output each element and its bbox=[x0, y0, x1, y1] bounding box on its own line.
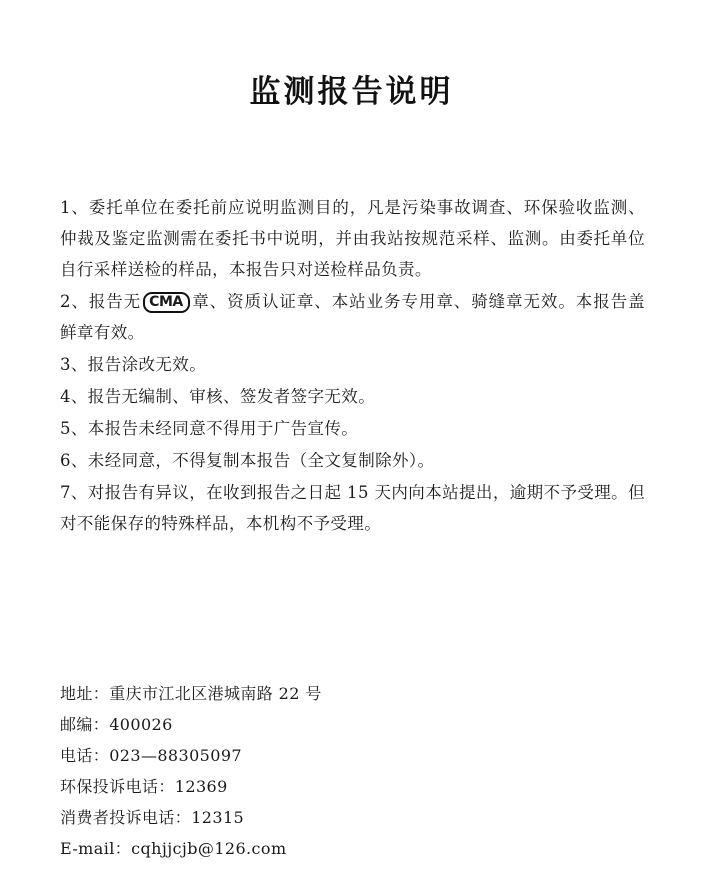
note-item-6 bbox=[60, 445, 645, 476]
note-item-6-text: 6、未经同意，不得复制本报告（全文复制除外）。 bbox=[60, 451, 435, 470]
note-item-4 bbox=[60, 381, 645, 412]
contact-env-complaint-phone: 环保投诉电话：12369 bbox=[60, 777, 228, 796]
note-item-2-text-before: 2、报告无 bbox=[60, 292, 142, 311]
contact-postcode: 邮编：400026 bbox=[60, 715, 173, 734]
note-item-1 bbox=[60, 192, 645, 285]
note-item-7 bbox=[60, 477, 645, 539]
note-item-7-text: 7、对报告有异议，在收到报告之日起 15 天内向本站提出，逾期不予受理。但对不能保存的特殊样品，本机构不予受理。 bbox=[60, 483, 645, 533]
note-item-3-text: 3、报告涂改无效。 bbox=[60, 355, 207, 374]
contact-info bbox=[60, 678, 645, 864]
contact-consumer-complaint-phone: 消费者投诉电话：12315 bbox=[60, 808, 245, 827]
contact-email: E-mail：cqhjjcjb@126.com bbox=[60, 839, 287, 858]
note-item-2 bbox=[60, 286, 645, 348]
note-item-3 bbox=[60, 349, 645, 380]
note-item-5 bbox=[60, 413, 645, 444]
note-item-4-text: 4、报告无编制、审核、签发者签字无效。 bbox=[60, 387, 376, 406]
note-item-5-text: 5、本报告未经同意不得用于广告宣传。 bbox=[60, 419, 359, 438]
cma-seal-icon: CMA bbox=[143, 292, 190, 313]
note-item-2-text-after: 章、资质认证章、本站业务专用章、骑缝章无效。本报告盖鲜章有效。 bbox=[60, 292, 645, 342]
contact-address: 地址：重庆市江北区港城南路 22 号 bbox=[60, 684, 322, 703]
contact-telephone: 电话：023—88305097 bbox=[60, 746, 242, 765]
note-item-1-text: 1、委托单位在委托前应说明监测目的，凡是污染事故调查、环保验收监测、仲裁及鉴定监测需在委托书中说明，并由我站按规范采样、监测。由委托单位自行采样送检的样品，本报告只对送检样品负责。 bbox=[60, 198, 645, 279]
notes-list bbox=[60, 192, 645, 540]
page-title: 监测报告说明 bbox=[249, 74, 454, 110]
